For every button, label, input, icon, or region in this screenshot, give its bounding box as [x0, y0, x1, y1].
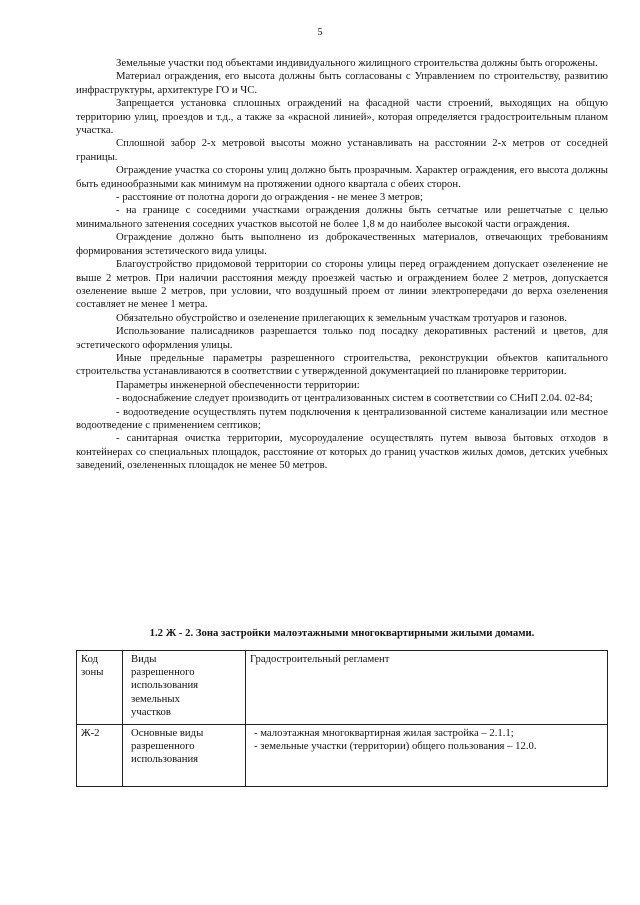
row-usage-types-text: Основные виды разрешенного использования	[131, 727, 204, 766]
row-usage-types	[123, 725, 246, 787]
paragraph-street-fence: Ограждение участка со стороны улиц должно быть прозрачным. Характер ограждения, его высота должны быть единообразными как минимум на протяжении одного квартала с обеих сторон.	[76, 164, 608, 190]
paragraph-road-distance: - расстояние от полотна дороги до ограждения - не менее 3 метров;	[116, 191, 423, 204]
body-text	[76, 57, 608, 473]
paragraph-sewage: - водоотведение осуществлять путем подключения к централизованной системе канализации или местное водоотведение с применением септиков;	[76, 405, 608, 431]
paragraph-landscaping: Благоустройство придомовой территории со стороны улицы перед ограждением допускает озеленение не выше 2 метров. При наличии расстояния между проезжей частью и ограждением более 2 метров, допускается озеленение выше 2 метров, при условии, что воздушный проем от линии электропередачи до верха озеленения составляет не менее 1 метра.	[76, 258, 608, 311]
paragraph-sidewalks: Обязательно обустройство и озеленение прилегающих к земельным участкам тротуаров и газонов.	[116, 311, 567, 324]
page-number: 5	[317, 27, 323, 38]
table-row	[77, 725, 608, 787]
table-header-row	[77, 651, 608, 725]
zoning-table	[76, 650, 608, 787]
paragraph-front-gardens: Использование палисадников разрешается только под посадку декоративных растений и цветов, для эстетического оформления улицы.	[76, 325, 608, 351]
paragraph-fence-quality: Ограждение должно быть выполнено из доброкачественных материалов, отвечающих требованиям формирования эстетического вида улицы.	[76, 231, 608, 257]
row-zone-code: Ж-2	[77, 725, 123, 787]
paragraph-engineering-header: Параметры инженерной обеспеченности территории:	[116, 378, 360, 391]
header-zone-code: Код зоны	[77, 651, 123, 725]
header-regulation: Градостроительный регламент	[246, 651, 608, 725]
header-usage-types	[123, 651, 246, 725]
paragraph-water-supply: - водоснабжение следует производить от централизованных систем в соответствии со СНиП 2.04. 02-84;	[116, 392, 593, 405]
paragraph-fencing-required: Земельные участки под объектами индивидуального жилищного строительства должны быть огорожены.	[116, 57, 598, 69]
header-usage-types-text: Виды разрешенного использования земельных участков	[131, 653, 199, 718]
row-regulation	[246, 725, 608, 787]
regulation-line-residential: - малоэтажная многоквартирная жилая застройка – 2.1.1;	[254, 727, 514, 739]
paragraph-neighbor-fence: - на границе с соседними участками ограждения должны быть сетчатые или решетчатые с целью минимального затенения соседних участков высотой не более 1,8 м до наиболее высокой части ограждения.	[76, 204, 608, 230]
paragraph-solid-fence-ban: Запрещается установка сплошных ограждений на фасадной части строений, выходящих на общую территорию улиц, проездов и т.д., а также за «красной линией», которая определяется градостроительным планом участка.	[76, 97, 608, 137]
paragraph-sanitation: - санитарная очистка территории, мусороудаление осуществлять путем вывоза бытовых отходов в контейнерах со специальных площадок, расстояние от которых до границ участков жилых домов, детских учебных заведений, озелененных площадок не менее 50 метров.	[76, 432, 608, 472]
section-title: 1.2 Ж - 2. Зона застройки малоэтажными многоквартирными жилыми домами.	[149, 627, 535, 639]
regulation-line-public-land: - земельные участки (территории) общего пользования – 12.0.	[254, 740, 537, 753]
paragraph-fence-material: Материал ограждения, его высота должны быть согласованы с Управлением по строительству, развитию инфраструктуры, архитектуре ГО и ЧС.	[76, 70, 608, 96]
paragraph-solid-fence-distance: Сплошной забор 2-х метровой высоты можно устанавливать на расстоянии 2-х метров от соседней границы.	[76, 137, 608, 163]
paragraph-other-parameters: Иные предельные параметры разрешенного строительства, реконструкции объектов капитального строительства устанавливаются в соответствии с утвержденной документацией по планировке территории.	[76, 351, 608, 378]
